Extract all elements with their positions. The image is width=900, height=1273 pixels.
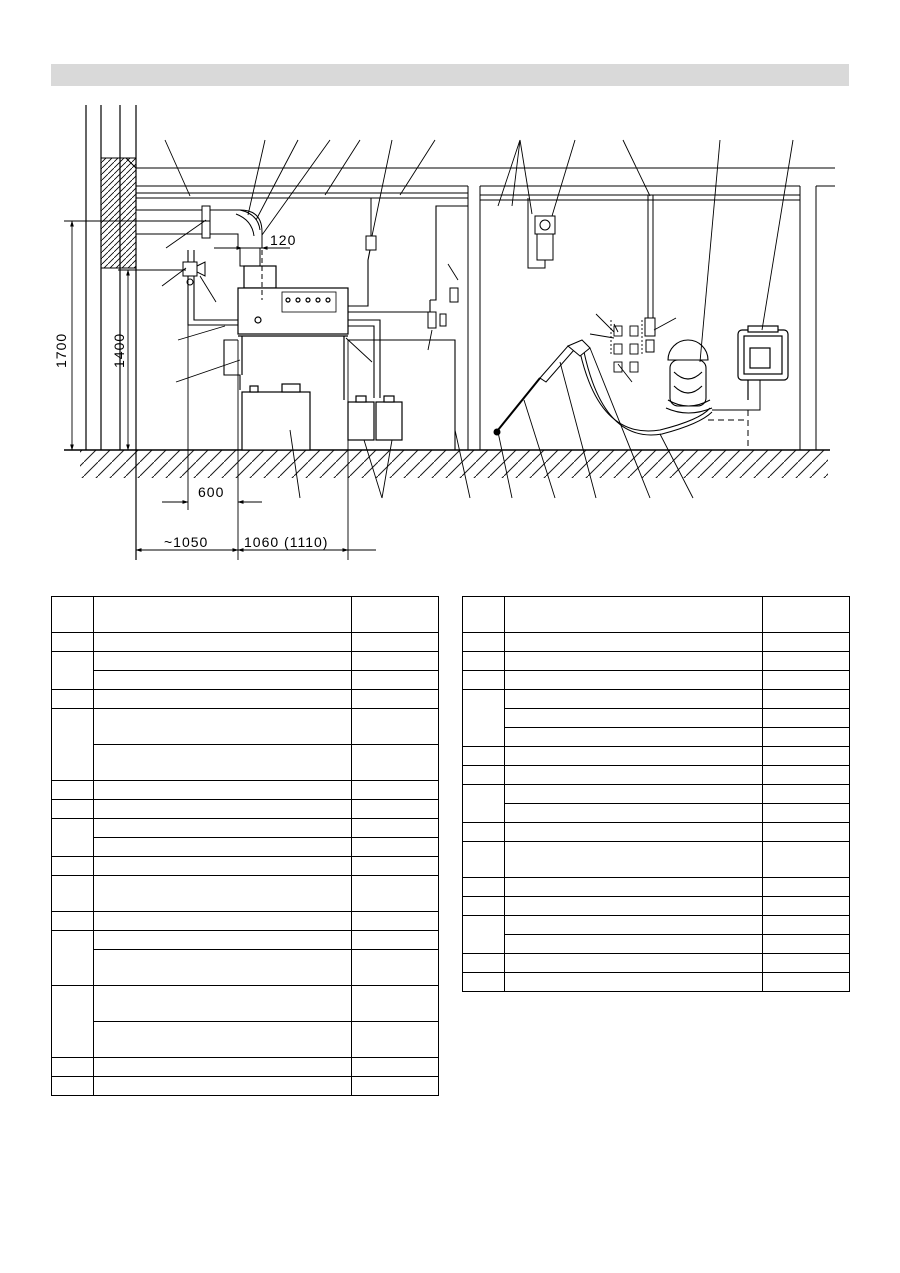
parts-table-left bbox=[51, 596, 439, 1096]
table-cell-description bbox=[94, 986, 352, 1022]
table-cell-code bbox=[763, 878, 850, 897]
table-cell-code bbox=[352, 1077, 439, 1096]
table-cell-code bbox=[763, 671, 850, 690]
table-cell-description bbox=[94, 950, 352, 986]
table-row bbox=[52, 819, 439, 838]
table-row bbox=[463, 766, 850, 785]
table-cell-description bbox=[505, 916, 763, 935]
table-row bbox=[463, 633, 850, 652]
table-cell-number bbox=[463, 747, 505, 766]
table-cell-number bbox=[463, 842, 505, 878]
table-cell-description bbox=[505, 823, 763, 842]
table-cell-code bbox=[352, 931, 439, 950]
table-cell-description bbox=[505, 973, 763, 992]
table-row bbox=[463, 747, 850, 766]
table-row bbox=[52, 652, 439, 671]
installation-drawing bbox=[0, 0, 900, 600]
table-cell-description bbox=[94, 1058, 352, 1077]
dim-unit-width: 1060 (1110) bbox=[244, 534, 329, 550]
table-row bbox=[463, 954, 850, 973]
table-row bbox=[463, 842, 850, 878]
table-row bbox=[52, 931, 439, 950]
table-cell-code bbox=[763, 973, 850, 992]
dim-distance-wall: 600 bbox=[198, 484, 225, 500]
table-cell-number bbox=[463, 878, 505, 897]
table-cell-description bbox=[94, 838, 352, 857]
table-cell-code bbox=[352, 652, 439, 671]
table-cell-code bbox=[352, 800, 439, 819]
table-row bbox=[52, 857, 439, 876]
table-row bbox=[52, 690, 439, 709]
table-row bbox=[52, 671, 439, 690]
table-row bbox=[463, 709, 850, 728]
table-cell-number bbox=[52, 912, 94, 931]
table-cell-description bbox=[505, 690, 763, 709]
table-cell-description bbox=[505, 747, 763, 766]
ground-hatching bbox=[64, 450, 830, 478]
table-cell-code bbox=[352, 950, 439, 986]
distribution-pipes bbox=[645, 195, 655, 352]
table-row bbox=[463, 823, 850, 842]
table-cell-code bbox=[352, 671, 439, 690]
table-cell-description bbox=[505, 728, 763, 747]
table-cell-code bbox=[763, 823, 850, 842]
table-cell-number bbox=[52, 931, 94, 986]
table-cell-code bbox=[763, 652, 850, 671]
table-row bbox=[52, 1077, 439, 1096]
table-cell-description bbox=[94, 652, 352, 671]
table-cell-description bbox=[94, 912, 352, 931]
table-cell-number bbox=[52, 986, 94, 1058]
table-row bbox=[52, 709, 439, 745]
washer-unit bbox=[238, 266, 348, 400]
table-row bbox=[463, 728, 850, 747]
table-cell-number bbox=[463, 973, 505, 992]
wall-flue-block bbox=[101, 158, 136, 268]
table-row bbox=[52, 800, 439, 819]
table-cell-number bbox=[52, 876, 94, 912]
table-cell-code bbox=[352, 709, 439, 745]
table-cell-code bbox=[763, 804, 850, 823]
table-cell-code bbox=[352, 745, 439, 781]
table-cell-description bbox=[94, 745, 352, 781]
table-cell-code bbox=[763, 785, 850, 804]
table-cell-code bbox=[763, 747, 850, 766]
dim-flue-offset: 120 bbox=[270, 232, 297, 248]
table-cell-code bbox=[352, 1022, 439, 1058]
table-cell-number bbox=[463, 690, 505, 747]
table-cell-code bbox=[352, 819, 439, 838]
table-cell-code bbox=[352, 690, 439, 709]
table-row bbox=[463, 878, 850, 897]
table-cell-description bbox=[94, 597, 352, 633]
table-cell-description bbox=[505, 766, 763, 785]
table-row bbox=[52, 912, 439, 931]
table-cell-description bbox=[94, 931, 352, 950]
table-cell-description bbox=[94, 819, 352, 838]
table-cell-description bbox=[505, 785, 763, 804]
table-cell-description bbox=[505, 652, 763, 671]
table-cell-number bbox=[463, 785, 505, 823]
table-cell-description bbox=[94, 671, 352, 690]
table-cell-description bbox=[505, 597, 763, 633]
table-header-row bbox=[52, 597, 439, 633]
table-cell-number bbox=[52, 633, 94, 652]
table-cell-description bbox=[94, 857, 352, 876]
table-cell-code bbox=[763, 709, 850, 728]
table-cell-code bbox=[352, 838, 439, 857]
table-cell-number bbox=[52, 800, 94, 819]
table-cell-code bbox=[763, 842, 850, 878]
table-cell-number bbox=[463, 652, 505, 671]
table-row bbox=[52, 781, 439, 800]
table-cell-number bbox=[463, 823, 505, 842]
table-cell-description bbox=[94, 709, 352, 745]
wall-control-box bbox=[528, 198, 555, 268]
table-cell-description bbox=[505, 804, 763, 823]
table-row bbox=[463, 935, 850, 954]
table-cell-number bbox=[52, 1077, 94, 1096]
table-row bbox=[52, 745, 439, 781]
table-cell-number bbox=[52, 690, 94, 709]
table-cell-code bbox=[763, 916, 850, 935]
table-cell-code bbox=[352, 781, 439, 800]
table-cell-number bbox=[52, 781, 94, 800]
dim-approx-wall-gap: ~1050 bbox=[164, 534, 209, 550]
table-cell-code bbox=[763, 935, 850, 954]
table-cell-code bbox=[352, 1058, 439, 1077]
table-cell-number bbox=[463, 897, 505, 916]
table-cell-code bbox=[352, 633, 439, 652]
table-cell-description bbox=[505, 954, 763, 973]
table-row bbox=[463, 804, 850, 823]
table-cell-description bbox=[505, 633, 763, 652]
table-cell-description bbox=[505, 671, 763, 690]
table-row bbox=[52, 986, 439, 1022]
connection-valves bbox=[428, 288, 458, 328]
table-cell-number bbox=[52, 709, 94, 781]
table-cell-code bbox=[352, 876, 439, 912]
table-cell-description bbox=[94, 781, 352, 800]
table-cell-code bbox=[352, 857, 439, 876]
table-cell-number bbox=[463, 766, 505, 785]
table-cell-code bbox=[763, 633, 850, 652]
table-row bbox=[463, 690, 850, 709]
table-cell-number bbox=[52, 597, 94, 633]
table-cell-description bbox=[94, 1022, 352, 1058]
table-cell-number bbox=[52, 1058, 94, 1077]
table-row bbox=[463, 897, 850, 916]
table-cell-code bbox=[763, 690, 850, 709]
table-cell-description bbox=[94, 633, 352, 652]
table-cell-description bbox=[94, 800, 352, 819]
table-row bbox=[52, 838, 439, 857]
table-cell-number bbox=[463, 954, 505, 973]
table-row bbox=[52, 1058, 439, 1077]
table-cell-number bbox=[463, 671, 505, 690]
table-cell-number bbox=[52, 857, 94, 876]
table-cell-description bbox=[94, 690, 352, 709]
detergent-canisters bbox=[348, 396, 402, 440]
table-cell-number bbox=[52, 819, 94, 857]
table-row bbox=[463, 916, 850, 935]
hose-holder bbox=[666, 340, 712, 413]
table-row bbox=[463, 671, 850, 690]
table-row bbox=[52, 876, 439, 912]
table-cell-code bbox=[352, 986, 439, 1022]
table-cell-number bbox=[463, 597, 505, 633]
table-cell-code bbox=[352, 912, 439, 931]
table-cell-description bbox=[505, 935, 763, 954]
hose-reel-box bbox=[738, 326, 788, 400]
table-cell-number bbox=[463, 633, 505, 652]
dimension-lines bbox=[64, 221, 376, 560]
fuel-tank bbox=[242, 384, 310, 450]
table-cell-description bbox=[94, 876, 352, 912]
table-row bbox=[52, 633, 439, 652]
table-cell-code bbox=[763, 954, 850, 973]
table-cell-code bbox=[763, 597, 850, 633]
table-cell-code bbox=[763, 897, 850, 916]
table-row bbox=[52, 1022, 439, 1058]
table-cell-code bbox=[763, 766, 850, 785]
table-cell-code bbox=[763, 728, 850, 747]
table-row bbox=[463, 785, 850, 804]
table-cell-description bbox=[505, 897, 763, 916]
table-cell-code bbox=[352, 597, 439, 633]
table-cell-number bbox=[52, 652, 94, 690]
table-row bbox=[463, 973, 850, 992]
dim-height-mount: 1400 bbox=[111, 332, 127, 368]
table-cell-description bbox=[505, 878, 763, 897]
dim-height-total: 1700 bbox=[53, 332, 69, 368]
table-cell-description bbox=[505, 842, 763, 878]
table-row bbox=[463, 652, 850, 671]
table-cell-description bbox=[94, 1077, 352, 1096]
table-cell-number bbox=[463, 916, 505, 954]
flue-pipe bbox=[136, 206, 262, 266]
table-header-row bbox=[463, 597, 850, 633]
table-cell-description bbox=[505, 709, 763, 728]
parts-table-right bbox=[462, 596, 850, 992]
table-row bbox=[52, 950, 439, 986]
